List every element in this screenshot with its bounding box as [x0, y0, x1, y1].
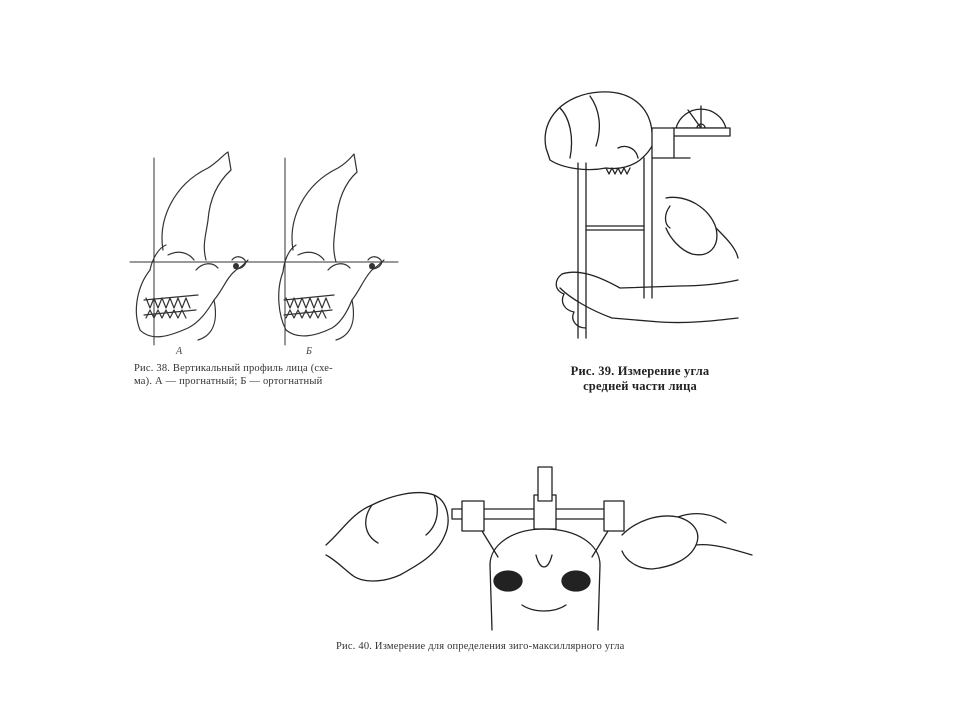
figure-39-caption-line2: средней части лица: [583, 379, 697, 393]
skull-profiles-illustration: [128, 150, 403, 355]
figure-39: [540, 88, 740, 348]
figure-38-caption-line2: ма). А — прогнатный; Б — ортогнатный: [134, 376, 323, 387]
angle-measurement-illustration: [540, 88, 740, 348]
figure-39-caption-line1: Рис. 39. Измерение угла: [570, 364, 710, 378]
figure-39-caption: [530, 364, 750, 394]
figure-40: [322, 465, 762, 635]
figure-38-caption-line1: Рис. 38. Вертикальный профиль лица (схе-: [134, 363, 333, 374]
figure-38: [128, 150, 403, 355]
zygomaxillary-measurement-illustration: [322, 465, 762, 635]
label-a: А: [176, 346, 183, 357]
label-b: Б: [306, 346, 312, 357]
figure-38-caption: [134, 362, 404, 388]
figure-40-caption: Рис. 40. Измерение для определения зиго-максиллярного угла: [336, 641, 625, 652]
